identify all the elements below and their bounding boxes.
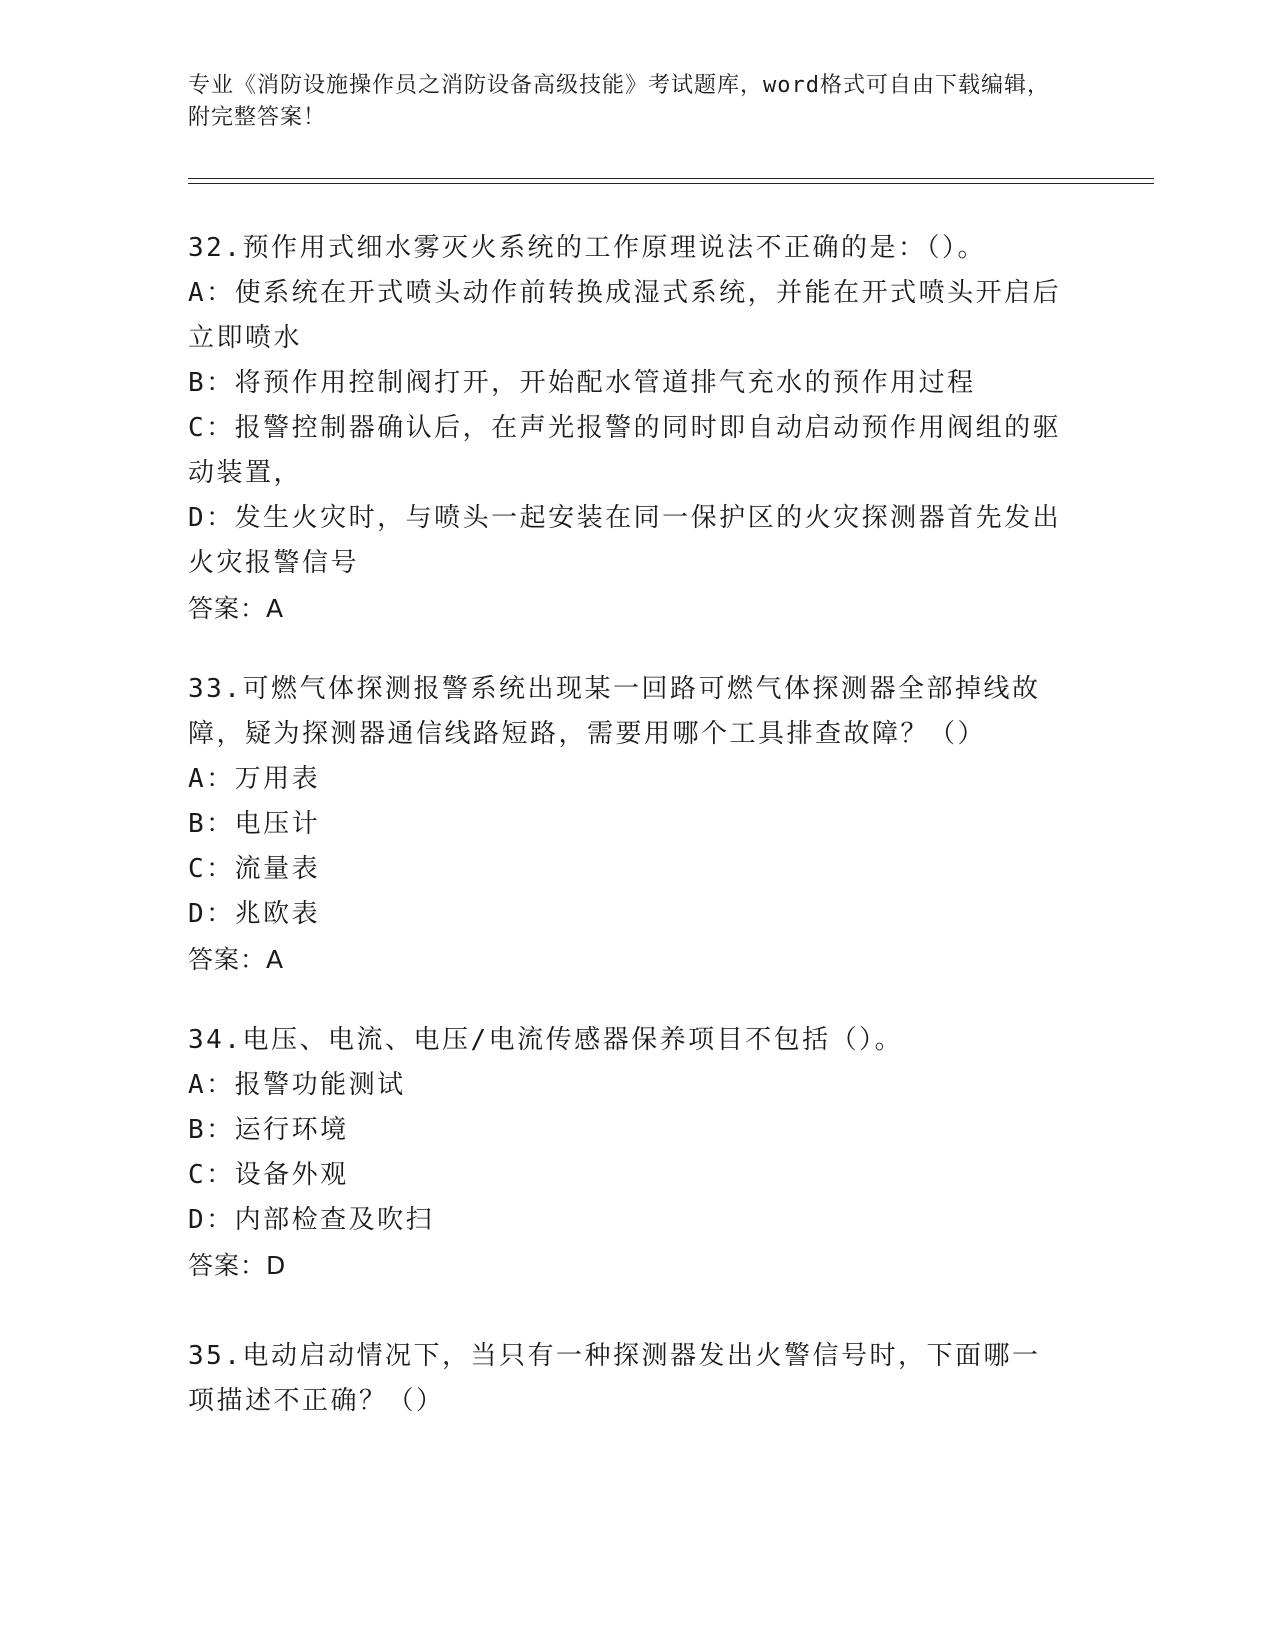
question-stem: 34.电压、电流、电压/电流传感器保养项目不包括（）。 xyxy=(188,1025,904,1055)
question-34 xyxy=(188,1018,1068,1288)
header-divider-bottom xyxy=(188,183,1154,184)
question-33 xyxy=(188,667,1068,982)
option-c: C：设备外观 xyxy=(188,1160,349,1190)
option-d: D：发生火灾时，与喷头一起安装在同一保护区的火灾探测器首先发出火灾报警信号 xyxy=(188,503,1062,578)
answer-label: 答案：A xyxy=(188,945,285,974)
question-stem: 35.电动启动情况下，当只有一种探测器发出火警信号时，下面哪一项描述不正确？（） xyxy=(188,1341,1041,1416)
option-a: A：报警功能测试 xyxy=(188,1070,406,1100)
answer-label: 答案：D xyxy=(188,1251,287,1280)
answer-label: 答案：A xyxy=(188,594,285,623)
option-d: D：兆欧表 xyxy=(188,899,321,929)
option-c: C：流量表 xyxy=(188,854,321,884)
option-c: C：报警控制器确认后，在声光报警的同时即自动启动预作用阀组的驱动装置， xyxy=(188,413,1062,488)
question-stem: 33.可燃气体探测报警系统出现某一回路可燃气体探测器全部掉线故障，疑为探测器通信线路短路，需要用哪个工具排查故障？（） xyxy=(188,674,1041,749)
option-b: B：电压计 xyxy=(188,809,321,839)
option-a: A：使系统在开式喷头动作前转换成湿式系统，并能在开式喷头开启后立即喷水 xyxy=(188,278,1062,353)
option-d: D：内部检查及吹扫 xyxy=(188,1205,435,1235)
header-divider-top xyxy=(188,178,1154,179)
question-35 xyxy=(188,1334,1068,1424)
question-stem: 32.预作用式细水雾灭火系统的工作原理说法不正确的是：（）。 xyxy=(188,233,986,263)
document-header: 专业《消防设施操作员之消防设备高级技能》考试题库，word格式可自由下载编辑，附完整答案！ xyxy=(188,73,1050,130)
question-32 xyxy=(188,226,1068,631)
option-b: B：将预作用控制阀打开，开始配水管道排气充水的预作用过程 xyxy=(188,368,976,398)
option-a: A：万用表 xyxy=(188,764,321,794)
option-b: B：运行环境 xyxy=(188,1115,349,1145)
